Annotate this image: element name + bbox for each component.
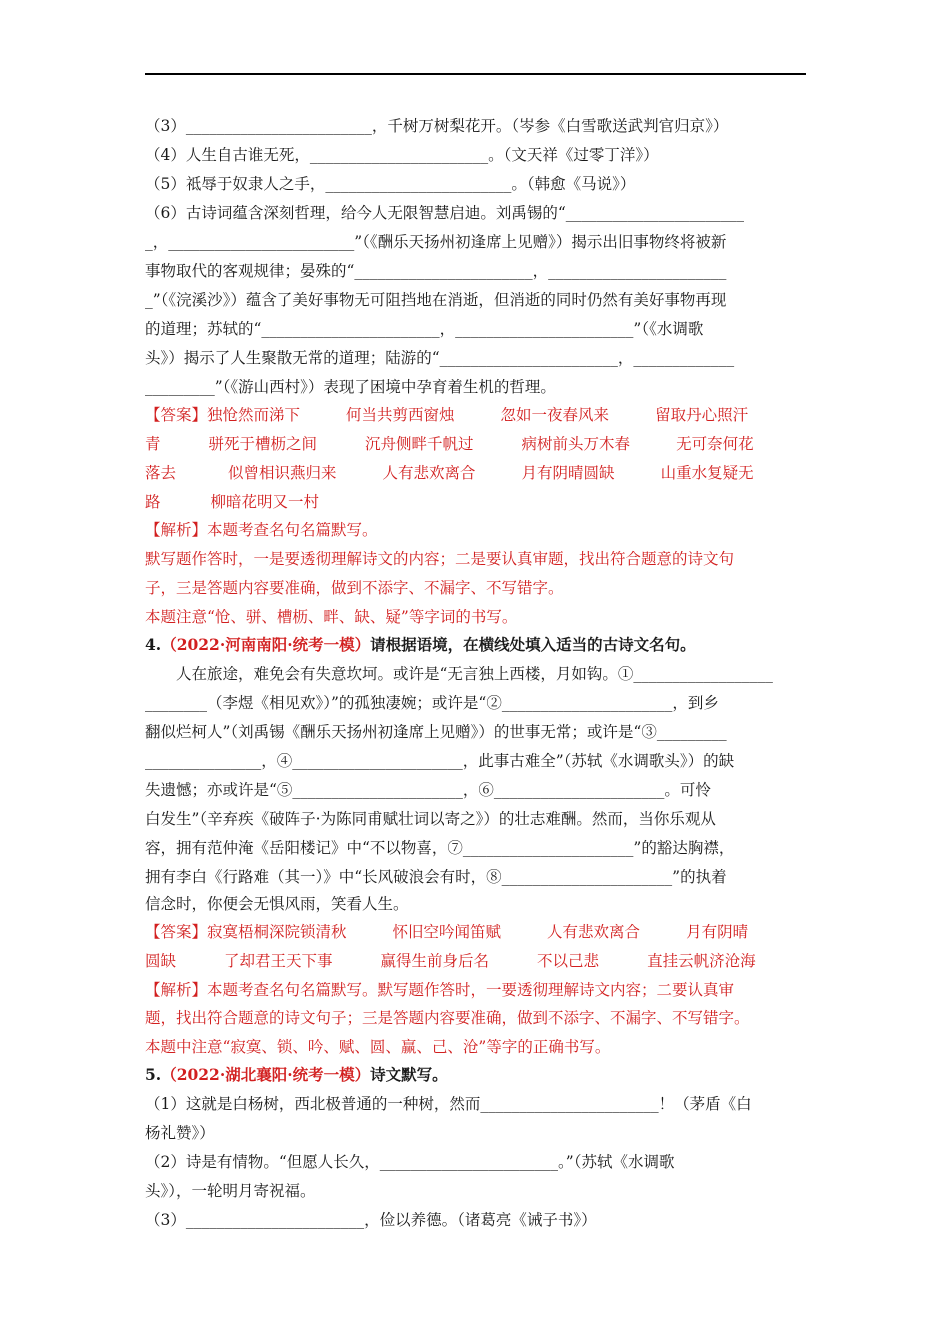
q3-line-6a: （6）古诗词蕴含深刻哲理，给今人无限智慧启迪。刘禹锡的“_______________________ bbox=[145, 204, 745, 222]
q4-heading bbox=[145, 635, 810, 655]
q4-answer-row-2 bbox=[145, 951, 810, 971]
q3-line-6g: _________”（《游山西村》）表现了困境中孕育着生机的哲理。 bbox=[145, 378, 556, 396]
q5-body-2: 杨礼赞》） bbox=[145, 1124, 215, 1142]
answer-item: 赢得生前身后名 bbox=[380, 952, 490, 970]
q4-body-5: 失遗憾；亦或许是“⑤______________________，⑥______________________。可怜 bbox=[145, 781, 711, 799]
q4-analysis-2: 题，找出符合题意的诗文句子；三是答题内容要准确，做到不添字、不漏字、不写错字。 bbox=[145, 1009, 750, 1027]
q4-analysis-1: 【解析】本题考查名句名篇默写。默写题作答时，一要透彻理解诗文内容；二要认真审 bbox=[145, 981, 735, 999]
q3-answer-row-2 bbox=[145, 434, 810, 454]
q3-analysis-4: 本题注意“怆、骈、槽枥、畔、缺、疑”等字词的书写。 bbox=[145, 608, 518, 626]
q4-body-6: 白发生”（辛弃疾《破阵子·为陈同甫赋壮词以寄之》）的壮志难酬。然而，当你乐观从 bbox=[145, 810, 716, 828]
q3-answer-row-3 bbox=[145, 463, 810, 483]
answer-item: 不以己悲 bbox=[537, 952, 600, 970]
q4-body-2: ________（李煜《相见欢》）”的孤独凄婉；或许是“②______________________，到乡 bbox=[145, 694, 719, 712]
answer-item: 寂寞梧桐深院锁清秋 bbox=[207, 923, 347, 941]
question-number: 4. bbox=[145, 635, 162, 654]
q3-line-6f: 头》）揭示了人生聚散无常的道理；陆游的“_______________________，_____________ bbox=[145, 349, 735, 367]
q4-body-8: 拥有李白《行路难（其一）》中“长风破浪会有时，⑧______________________”的执着 bbox=[145, 868, 727, 886]
q5-heading bbox=[145, 1065, 810, 1085]
question-prompt: 诗文默写。 bbox=[370, 1065, 448, 1084]
q4-body-1: 人在旅途，难免会有失意坎坷。或许是“无言独上西楼，月如钩。①__________________ bbox=[145, 665, 773, 683]
answer-item: 怀旧空吟闻笛赋 bbox=[392, 923, 502, 941]
answer-item: 独怆然而涕下 bbox=[207, 406, 301, 424]
q4-body-7: 容，拥有范仲淹《岳阳楼记》中“不以物喜，⑦______________________”的豁达胸襟， bbox=[145, 839, 735, 857]
answer-item: 山重水复疑无 bbox=[660, 464, 754, 482]
answer-item: 柳暗花明又一村 bbox=[210, 493, 320, 511]
answer-item: 沉舟侧畔千帆过 bbox=[365, 435, 474, 453]
q3-answer-row-1 bbox=[145, 405, 810, 425]
q5-body-1: （1）这就是白杨树，西北极普通的一种树，然而_______________________！（茅盾《白 bbox=[145, 1095, 752, 1113]
q3-analysis-1: 【解析】本题考查名句名篇默写。 bbox=[145, 521, 378, 539]
q3-line-6e: 的道理；苏轼的“_______________________，_______________________”（《水调歌 bbox=[145, 320, 704, 338]
q3-line-6c: 事物取代的客观规律；晏殊的“_______________________，_______________________ bbox=[145, 262, 727, 280]
q3-line-6d: _”（《浣溪沙》）蕴含了美好事物无可阻挡地在消逝，但消逝的同时仍然有美好事物再现 bbox=[145, 291, 727, 309]
answer-item: 骈死于槽枥之间 bbox=[208, 435, 318, 453]
q5-body-4: 头》），一轮明月寄祝福。 bbox=[145, 1182, 316, 1200]
answer-label: 【答案】 bbox=[145, 406, 208, 424]
q3-analysis-3: 子，三是答题内容要准确，做到不添字、不漏字、不写错字。 bbox=[145, 579, 564, 597]
answer-item: 忽如一夜春风来 bbox=[500, 406, 610, 424]
q3-answer-row-4 bbox=[145, 492, 810, 512]
answer-item: 人有悲欢离合 bbox=[547, 923, 641, 941]
answer-item: 何当共剪西窗烛 bbox=[346, 406, 455, 424]
q4-body-3: 翻似烂柯人”（刘禹锡《酬乐天扬州初逢席上见赠》）的世事无常；或许是“③_________ bbox=[145, 723, 727, 741]
answer-item: 月有阴晴 bbox=[686, 923, 749, 941]
q4-answer-row-1 bbox=[145, 922, 810, 942]
question-number: 5. bbox=[145, 1065, 162, 1084]
question-source: （2022·湖北襄阳·统考一模） bbox=[161, 1065, 371, 1084]
answer-item: 落去 bbox=[145, 464, 177, 482]
answer-item: 留取丹心照汗 bbox=[655, 406, 749, 424]
q5-body-3: （2）诗是有情物。“但愿人长久，_______________________。”（苏轼《水调歌 bbox=[145, 1153, 675, 1171]
answer-item: 了却君王天下事 bbox=[224, 952, 333, 970]
answer-label: 【答案】 bbox=[145, 923, 208, 941]
answer-item: 直挂云帆济沧海 bbox=[647, 952, 756, 970]
answer-item: 人有悲欢离合 bbox=[382, 464, 476, 482]
answer-item: 似曾相识燕归来 bbox=[228, 464, 337, 482]
answer-item: 月有阴晴圆缺 bbox=[521, 464, 615, 482]
q3-line-3: （3）________________________，千树万树梨花开。（岑参《白雪歌送武判官归京》） bbox=[145, 117, 729, 135]
question-source: （2022·河南南阳·统考一模） bbox=[161, 635, 371, 654]
question-prompt: 请根据语境，在横线处填入适当的古诗文名句。 bbox=[370, 635, 696, 654]
q3-line-5: （5）祗辱于奴隶人之手，________________________。（韩愈《马说》） bbox=[145, 175, 636, 193]
header-rule bbox=[145, 73, 806, 75]
q4-body-9: 信念时，你便会无惧风雨，笑看人生。 bbox=[145, 895, 409, 913]
answer-item: 路 bbox=[145, 493, 161, 511]
answer-item: 圆缺 bbox=[145, 952, 177, 970]
q3-analysis-2: 默写题作答时，一是要透彻理解诗文的内容；二是要认真审题，找出符合题意的诗文句 bbox=[145, 550, 735, 568]
answer-item: 病树前头万木春 bbox=[521, 435, 631, 453]
q3-line-4: （4）人生自古谁无死，_______________________。（文天祥《过零丁洋》） bbox=[145, 146, 659, 164]
q4-analysis-3: 本题中注意“寂寞、锁、吟、赋、圆、赢、己、沧”等字的正确书写。 bbox=[145, 1038, 611, 1056]
answer-item: 青 bbox=[145, 435, 161, 453]
q3-line-6b: _，________________________”（《酬乐天扬州初逢席上见赠》）揭示出旧事物终将被新 bbox=[145, 233, 727, 251]
q5-body-5: （3）_______________________，俭以养德。（诸葛亮《诫子书》） bbox=[145, 1211, 597, 1229]
q4-body-4: _______________，④______________________，此事古难全”（苏轼《水调歌头》）的缺 bbox=[145, 752, 735, 770]
answer-item: 无可奈何花 bbox=[676, 435, 754, 453]
